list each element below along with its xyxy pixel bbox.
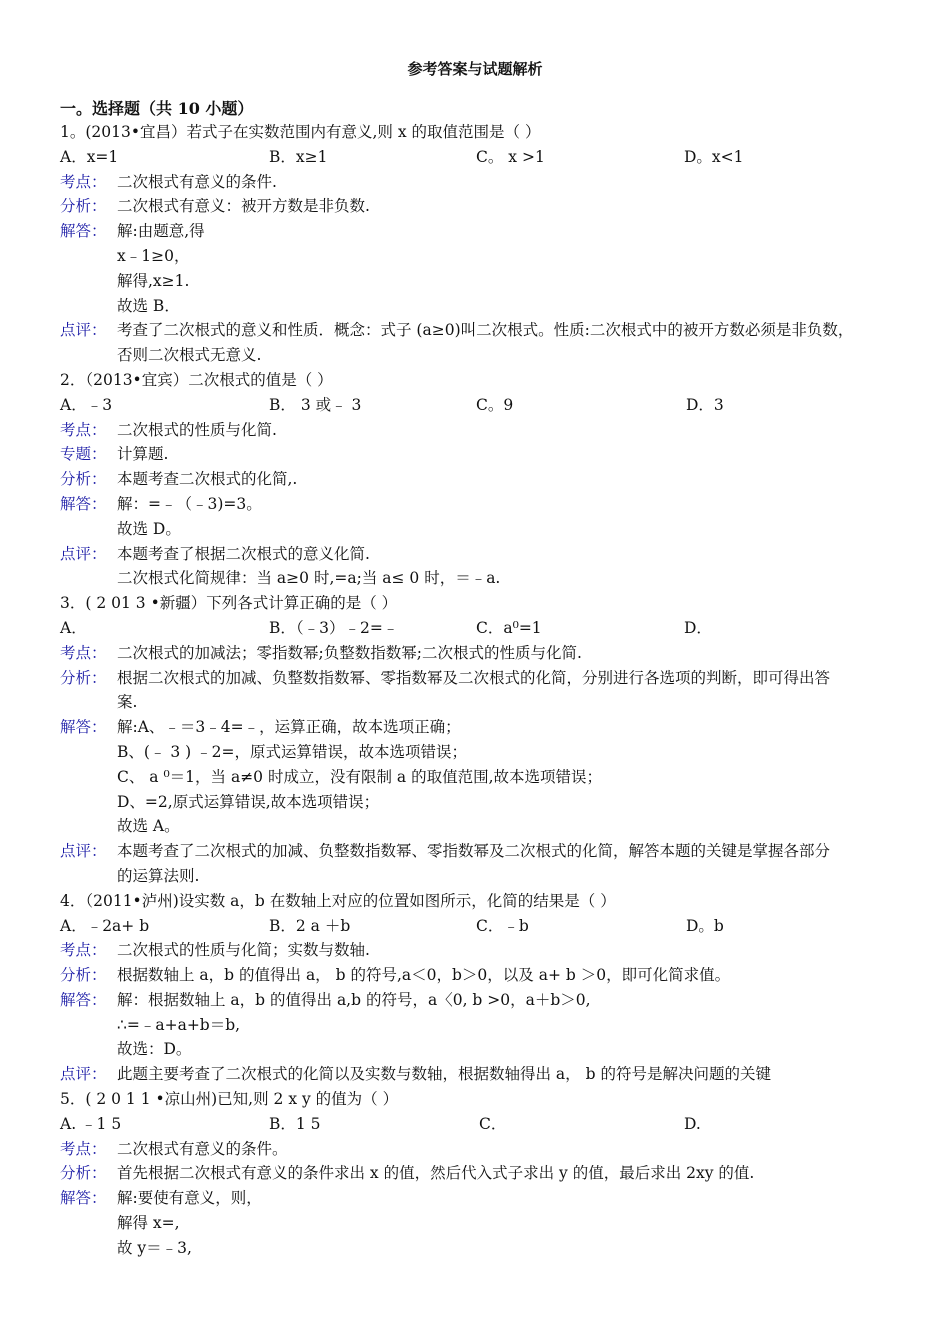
jieda-line: 故选 B． bbox=[117, 296, 180, 315]
kaodian-text: 二次根式的性质与化简；实数与数轴. bbox=[117, 941, 370, 960]
dianping-line: 本题考查了根据二次根式的意义化简. bbox=[117, 544, 370, 563]
option-b: B．x≥1 bbox=[269, 147, 328, 166]
option-a: A． bbox=[60, 618, 87, 637]
fenxi-label: 分析： bbox=[60, 470, 107, 489]
option-b: B． 3 或﹣ 3 bbox=[269, 395, 362, 414]
kaodian-label: 考点： bbox=[60, 643, 107, 662]
options-row bbox=[0, 393, 950, 418]
jieda-line: x﹣1≥0， bbox=[117, 246, 190, 265]
option-c: C。9 bbox=[476, 395, 514, 414]
fenxi-label: 分析： bbox=[60, 966, 107, 985]
dianping-line: 的运算法则. bbox=[117, 866, 200, 885]
jieda-line: 故选：D。 bbox=[117, 1040, 192, 1059]
dianping-label: 点评： bbox=[60, 321, 107, 340]
section-title: 一。选择题（共 10 小题） bbox=[60, 99, 254, 118]
question-stem: 3．( 2 01 3 •新疆）下列各式计算正确的是（ ） bbox=[60, 594, 398, 613]
option-d: D．3 bbox=[686, 395, 724, 414]
kaodian-label: 考点： bbox=[60, 420, 107, 439]
options-row bbox=[0, 914, 950, 939]
dianping-line: 否则二次根式无意义. bbox=[117, 346, 262, 365]
kaodian-text: 二次根式的加减法；零指数幂;负整数指数幂;二次根式的性质与化简. bbox=[117, 643, 582, 662]
option-d: D. bbox=[684, 1114, 701, 1133]
question-stem: 5．( 2 0 1 1 •凉山州)已知,则 2 x y 的值为（ ） bbox=[60, 1090, 399, 1109]
kaodian-label: 考点： bbox=[60, 172, 107, 191]
option-d: D。b bbox=[686, 916, 724, 935]
fenxi-text: 根据数轴上 a，b 的值得出 a， b 的符号,a＜0，b＞0，以及 a+ b ＞0，即可化简求值。 bbox=[117, 966, 731, 985]
jieda-line: 解：根据数轴上 a，b 的值得出 a,b 的符号，a〈0, b >0，a＋b＞0, bbox=[117, 990, 591, 1009]
dianping-line: 考查了二次根式的意义和性质．概念：式子 (a≥0)叫二次根式。性质:二次根式中的被开方数必须是非负数， bbox=[117, 321, 854, 340]
jieda-label: 解答： bbox=[60, 1189, 107, 1208]
jieda-line: ∴=﹣a+a+b＝b, bbox=[117, 1015, 241, 1034]
option-c: C。 x >1 bbox=[476, 147, 545, 166]
option-a: A．﹣2a+ b bbox=[60, 916, 150, 935]
jieda-line: 解得 x=, bbox=[117, 1214, 180, 1233]
jieda-line: 故 y＝﹣3, bbox=[117, 1238, 192, 1257]
jieda-line: 解:要使有意义，则， bbox=[117, 1189, 262, 1208]
jieda-line: C、 a ⁰＝1，当 a≠0 时成立，没有限制 a 的取值范围,故本选项错误； bbox=[117, 767, 602, 786]
jieda-line: 解:A、﹣＝3﹣4=﹣，运算正确，故本选项正确； bbox=[117, 718, 461, 737]
jieda-label: 解答： bbox=[60, 990, 107, 1009]
jieda-line: 解:由题意,得 bbox=[117, 222, 205, 241]
jieda-line: 故选 A。 bbox=[117, 817, 180, 836]
fenxi-label: 分析： bbox=[60, 1164, 107, 1183]
option-d: D。x<1 bbox=[684, 147, 744, 166]
options-row bbox=[0, 616, 950, 641]
dianping-label: 点评： bbox=[60, 544, 107, 563]
jieda-label: 解答： bbox=[60, 718, 107, 737]
option-b: B．2 a ＋b bbox=[269, 916, 351, 935]
option-d: D． bbox=[684, 618, 712, 637]
options-row bbox=[0, 1112, 950, 1137]
option-a: A．﹣3 bbox=[60, 395, 113, 414]
kaodian-label: 考点： bbox=[60, 941, 107, 960]
jieda-label: 解答： bbox=[60, 222, 107, 241]
dianping-label: 点评： bbox=[60, 842, 107, 861]
dianping-line: 二次根式化简规律：当 a≥0 时,=a;当 a≤ 0 时，＝﹣a. bbox=[117, 569, 501, 588]
jieda-line: D、=2,原式运算错误,故本选项错误； bbox=[117, 792, 380, 811]
fenxi-text: 二次根式有意义：被开方数是非负数. bbox=[117, 197, 370, 216]
jieda-line: 解：=﹣（﹣3)=3。 bbox=[117, 494, 262, 513]
dianping-line: 本题考查了二次根式的加减、负整数指数幂、零指数幂及二次根式的化简，解答本题的关键是掌握各部分 bbox=[117, 842, 831, 861]
option-c: C． bbox=[479, 1114, 507, 1133]
questions-container bbox=[0, 120, 950, 1261]
jieda-line: 解得,x≥1. bbox=[117, 271, 190, 290]
kaodian-text: 二次根式的性质与化简. bbox=[117, 420, 277, 439]
zhuanti-label: 专题： bbox=[60, 445, 107, 464]
jieda-line: 故选 D。 bbox=[117, 519, 181, 538]
zhuanti-text: 计算题. bbox=[117, 445, 169, 464]
fenxi-label: 分析： bbox=[60, 668, 107, 687]
option-b: B．（﹣3）﹣2=﹣ bbox=[269, 618, 399, 637]
option-c: C．﹣b bbox=[476, 916, 529, 935]
fenxi-text: 本题考查二次根式的化简,. bbox=[117, 470, 298, 489]
fenxi-label: 分析： bbox=[60, 197, 107, 216]
fenxi-line: 案. bbox=[117, 693, 138, 712]
options-row bbox=[0, 145, 950, 170]
option-c: C．a⁰=1 bbox=[476, 618, 542, 637]
jieda-label: 解答： bbox=[60, 494, 107, 513]
fenxi-text: 首先根据二次根式有意义的条件求出 x 的值，然后代入式子求出 y 的值，最后求出 2xy 的值. bbox=[117, 1164, 755, 1183]
page-title: 参考答案与试题解析 bbox=[407, 60, 543, 78]
question-stem: 2．（2013•宜宾）二次根式的值是（ ） bbox=[60, 370, 333, 389]
fenxi-line: 根据二次根式的加减、负整数指数幂、零指数幂及二次根式的化简，分别进行各选项的判断，即可得出答 bbox=[117, 668, 831, 687]
dianping-label: 点评： bbox=[60, 1065, 107, 1084]
question-stem: 4．（2011•泸州)设实数 a，b 在数轴上对应的位置如图所示，化简的结果是（ ） bbox=[60, 891, 616, 910]
question-stem: 1。(2013•宜昌）若式子在实数范围内有意义,则 x 的取值范围是（ ） bbox=[60, 123, 541, 141]
kaodian-text: 二次根式有意义的条件。 bbox=[117, 1139, 288, 1158]
option-a: A．x=1 bbox=[60, 147, 119, 166]
dianping-line: 此题主要考查了二次根式的化简以及实数与数轴，根据数轴得出 a， b 的符号是解决问题的关键 bbox=[117, 1065, 771, 1084]
option-a: A. ﹣1 5 bbox=[60, 1114, 122, 1133]
option-b: B．1 5 bbox=[269, 1114, 321, 1133]
jieda-line: B、(﹣ 3 ) ﹣2=，原式运算错误，故本选项错误； bbox=[117, 742, 467, 761]
kaodian-text: 二次根式有意义的条件. bbox=[117, 172, 277, 191]
kaodian-label: 考点： bbox=[60, 1139, 107, 1158]
